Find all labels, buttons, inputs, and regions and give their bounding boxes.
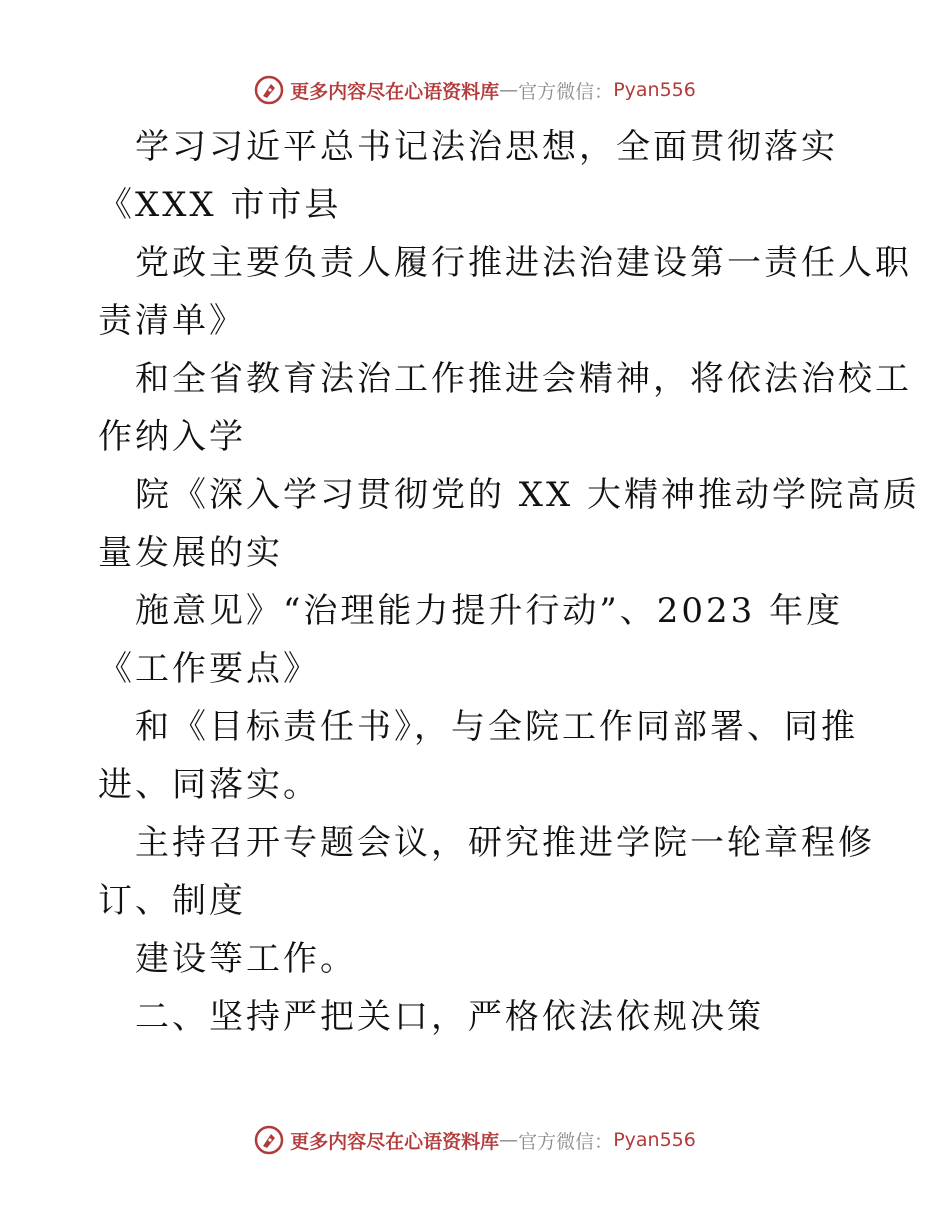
paragraph-line: 施意见》“治理能力提升行动”、2023 年度 xyxy=(135,591,844,631)
paragraph-line: 进、同落实。 xyxy=(98,765,320,805)
pen-nib-logo-icon xyxy=(254,1125,284,1155)
pen-nib-logo-icon xyxy=(254,75,284,105)
paragraph-line: 院《深入学习贯彻党的 XX 大精神推动学院高质 xyxy=(135,475,921,515)
paragraph-line: 主持召开专题会议，研究推进学院一轮章程修 xyxy=(135,823,875,863)
header-watermark xyxy=(0,70,950,110)
watermark-separator: — xyxy=(499,79,519,101)
paragraph-line: 和《目标责任书》，与全院工作同部署、同推 xyxy=(135,707,858,747)
paragraph xyxy=(0,930,950,988)
watermark-channel-text: 官方微信： xyxy=(518,1130,614,1153)
paragraph xyxy=(0,234,950,350)
watermark-main-text: 更多内容尽在心语资料库 xyxy=(290,1130,500,1153)
paragraph-line: 建设等工作。 xyxy=(135,939,357,979)
watermark-channel-text: 官方微信： xyxy=(518,80,614,103)
watermark-account-id: Pyan556 xyxy=(613,79,696,101)
watermark-account-id: Pyan556 xyxy=(613,1129,696,1151)
footer-watermark xyxy=(0,1120,950,1160)
paragraph-line: 作纳入学 xyxy=(98,417,246,457)
section-heading-text: 二、坚持严把关口，严格依法依规决策 xyxy=(135,997,764,1037)
paragraph-line: 责清单》 xyxy=(98,301,246,341)
paragraph xyxy=(0,814,950,930)
paragraph-line: 《XXX 市市县 xyxy=(98,185,342,225)
paragraph-line: 党政主要负责人履行推进法治建设第一责任人职 xyxy=(135,243,912,283)
paragraph-line: 量发展的实 xyxy=(98,533,283,573)
paragraph-line: 订、制度 xyxy=(98,881,246,921)
paragraph-line: 学习习近平总书记法治思想，全面贯彻落实 xyxy=(135,127,838,167)
section-heading xyxy=(0,988,950,1046)
paragraph-line: 《工作要点》 xyxy=(98,649,320,689)
paragraph-line: 和全省教育法治工作推进会精神，将依法治校工 xyxy=(135,359,912,399)
watermark-main-text: 更多内容尽在心语资料库 xyxy=(290,80,500,103)
paragraph xyxy=(0,466,950,582)
paragraph xyxy=(0,118,950,234)
watermark-separator: — xyxy=(499,1129,519,1151)
document-body xyxy=(0,118,950,1046)
paragraph xyxy=(0,698,950,814)
paragraph xyxy=(0,582,950,698)
paragraph xyxy=(0,350,950,466)
